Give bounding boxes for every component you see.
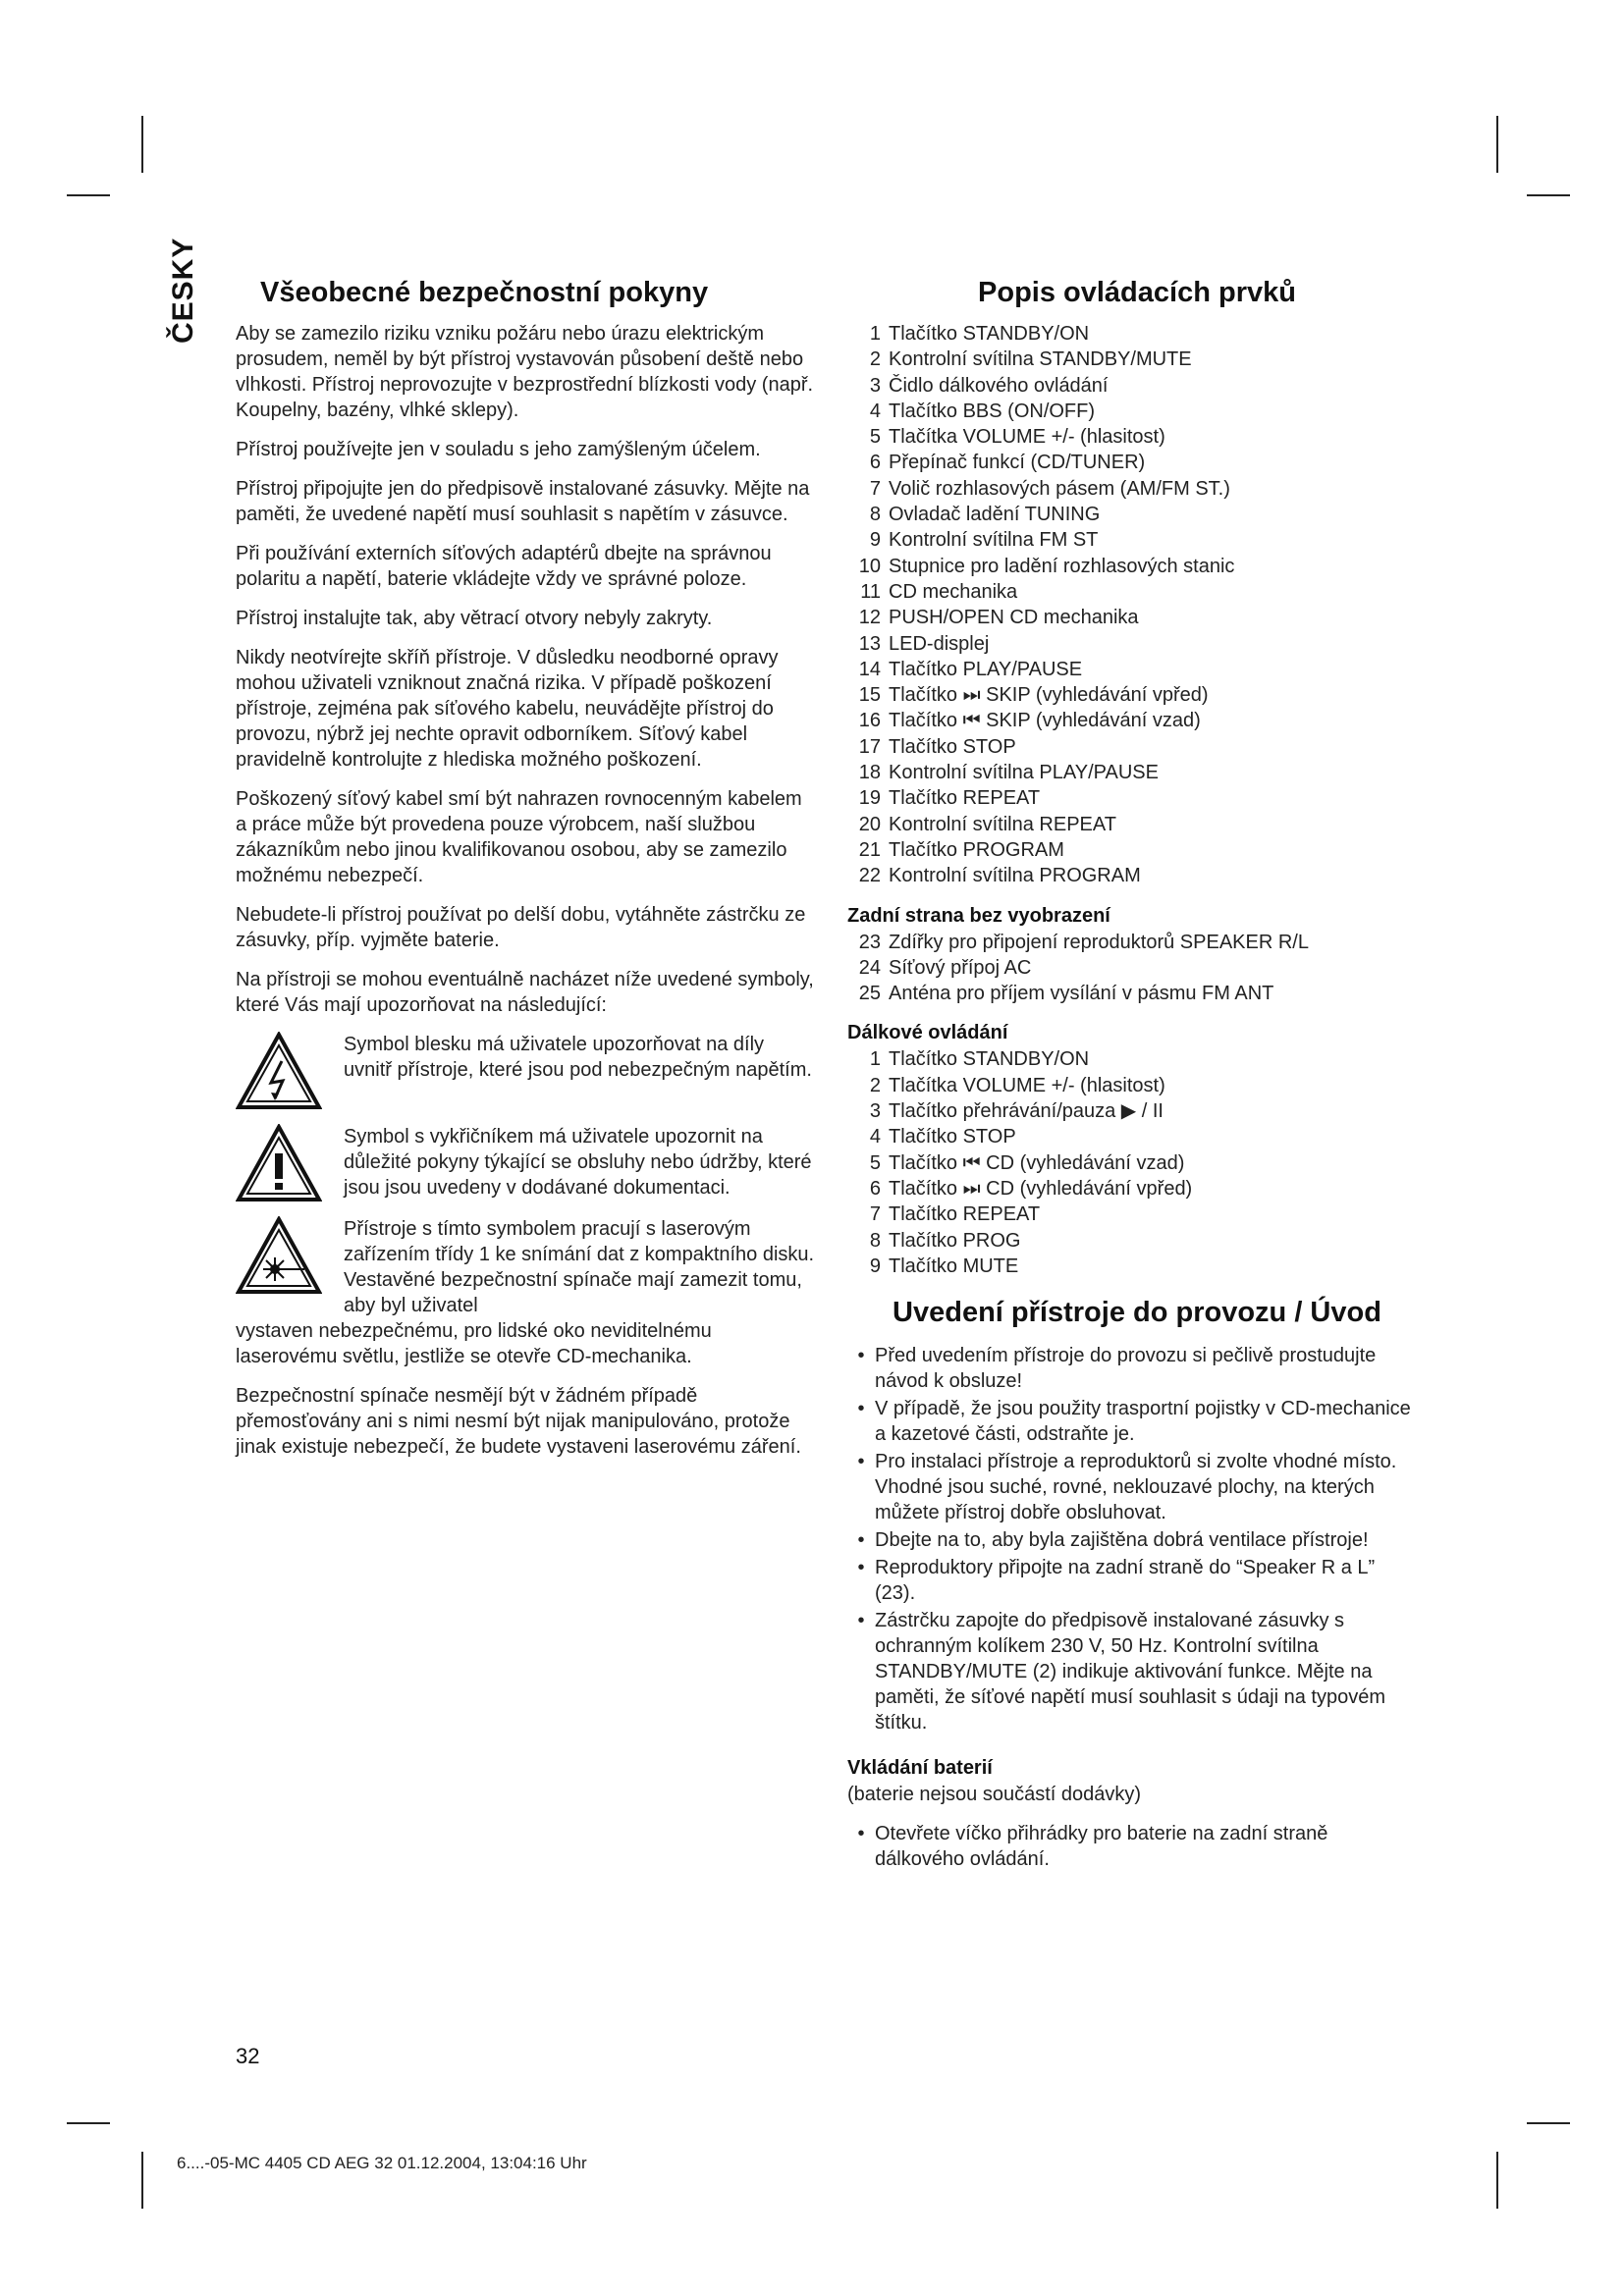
batteries-note: (baterie nejsou součástí dodávky) [847,1784,1142,1806]
list-item: 16 Tlačítko ⏮ SKIP (vyhledávání vzad) [858,710,1201,732]
crop-mark [1496,116,1498,173]
laser-warning-icon [236,1216,322,1295]
list-item: 10 Stupnice pro ladění rozhlasových stanic [858,555,1235,577]
list-item: 20 Kontrolní svítilna REPEAT [858,813,1116,835]
safety-title: Všeobecné bezpečnostní pokyny [260,277,709,308]
list-item: 21 Tlačítko PROGRAM [858,838,1064,861]
list-item: • Reproduktory připojte na zadní straně do “Speaker R a L” (23). [857,1557,1376,1605]
list-item: 5 Tlačítko ⏮ CD (vyhledávání vzad) [869,1151,1185,1174]
paragraph: Přístroj používejte jen v souladu s jeho zamýšleným účelem. [236,439,761,460]
symbol-exclamation [236,1124,815,1206]
language-label: ČESKY [167,237,199,344]
list-item: 7 Volič rozhlasových pásem (AM/FM ST.) [869,477,1230,500]
safety-column [236,277,815,1473]
list-item: 6 Tlačítko ⏭ CD (vyhledávání vpřed) [869,1177,1193,1200]
paragraph: Přístroj připojujte jen do předpisově instalované zásuvky. Mějte na paměti, že uvedené napětí musí souhlasit s napětím v zásuvce. [236,478,810,525]
list-item: 3 Čidlo dálkového ovládání [869,374,1109,397]
batteries-title: Vkládání baterií [847,1757,993,1780]
list-item: 8 Ovladač ladění TUNING [869,504,1101,526]
symbol-lightning-text: Symbol blesku má uživatele upozorňovat na díly uvnitř přístroje, které jsou pod nebezpečným napětím. [344,1034,812,1081]
symbol-exclamation-text: Symbol s vykřičníkem má uživatele upozornit na důležité pokyny týkající se obsluhy nebo údržby, které jsou jsou uvedeny v dodávané dokumentaci. [344,1126,812,1199]
list-item: 24 Síťový přípoj AC [858,956,1032,979]
list-item: 5 Tlačítka VOLUME +/- (hlasitost) [869,426,1165,449]
list-item: • Pro instalaci přístroje a reproduktorů si zvolte vhodné místo. Vhodné jsou suché, rovné, neklouzavé plochy, na kterých můžete přístroj dobře obsluhovat. [857,1451,1397,1524]
controls-column [847,277,1427,1886]
page-number: 32 [236,2044,260,2068]
controls-list [847,321,1427,889]
rear-panel-title: Zadní strana bez vyobrazení [847,904,1110,927]
list-item: • Dbejte na to, aby byla zajištěna dobrá ventilace přístroje! [857,1529,1369,1552]
list-item: 1 Tlačítko STANDBY/ON [869,1048,1090,1071]
exclamation-warning-icon [236,1124,322,1202]
crop-mark [67,2122,110,2124]
lightning-warning-icon [236,1032,322,1110]
list-item: 3 Tlačítko přehrávání/pauza ▶ / II [869,1100,1164,1123]
crop-mark [1496,2152,1498,2209]
list-item: 15 Tlačítko ⏭ SKIP (vyhledávání vpřed) [858,684,1209,707]
paragraph: Poškozený síťový kabel smí být nahrazen rovnocenným kabelem a práce může být provedena pouze výrobcem, naší službou zákazníkům nebo jinou kvalifikovanou osobou, aby se zamezilo možnému nebezpečí. [236,788,802,886]
print-footer: 6....-05-MC 4405 CD AEG 32 01.12.2004, 13:04:16 Uhr [177,2154,587,2172]
list-item: 4 Tlačítko STOP [869,1126,1016,1148]
symbol-lightning [236,1032,815,1114]
paragraph: Nikdy neotvírejte skříň přístroje. V důsledku neodborné opravy mohou uživateli vzniknout značná rizika. V případě poškození přístroje, zejména pak síťového kabelu, neuvádějte přístroj do provozu, nýbrž jej nechte opravit odborníkem. Síťový kabel pravidelně kontrolujte z hlediska možného poškození. [236,647,779,771]
symbol-laser [236,1216,815,1369]
paragraph: Na přístroji se mohou eventuálně nacházet níže uvedené symboly, které Vás mají upozorňovat na následující: [236,969,814,1016]
rear-panel-list [847,930,1427,1007]
list-item: • Zástrčku zapojte do předpisově instalované zásuvky s ochranným kolíkem 230 V, 50 Hz. Kontrolní svítilna STANDBY/MUTE (2) indikuje aktivování funkce. Mějte na paměti, že síťové napětí musí souhlasit s údaji na typovém štítku. [857,1610,1385,1735]
list-item: 9 Kontrolní svítilna FM ST [869,529,1099,552]
list-item: 8 Tlačítko PROG [869,1229,1021,1252]
paragraph: Při používání externích síťových adaptérů dbejte na správnou polaritu a napětí, baterie vkládejte vždy ve správné poloze. [236,543,772,590]
paragraph: Bezpečnostní spínače nesmějí být v žádném případě přemosťovány ani s nimi nesmí být nijak manipulováno, protože jinak existuje nebezpečí, že budete vystaveni laserovému záření. [236,1385,801,1458]
list-item: 14 Tlačítko PLAY/PAUSE [858,658,1083,680]
list-item: 4 Tlačítko BBS (ON/OFF) [869,400,1096,422]
list-item: • V případě, že jsou použity trasportní pojistky v CD-mechanice a kazetové části, odstraňte je. [857,1398,1411,1446]
list-item: 12 PUSH/OPEN CD mechanika [858,607,1139,629]
list-item: 7 Tlačítko REPEAT [869,1203,1041,1226]
list-item: • Otevřete víčko přihrádky pro baterie na zadní straně dálkového ovládání. [857,1823,1328,1871]
crop-mark [1527,2122,1570,2124]
crop-mark [141,116,143,173]
list-item: 13 LED-displej [858,632,990,655]
list-item: 2 Kontrolní svítilna STANDBY/MUTE [869,348,1192,371]
remote-control-title: Dálkové ovládání [847,1022,1008,1044]
list-item: 11 CD mechanika [860,580,1018,603]
list-item: 25 Anténa pro příjem vysílání v pásmu FM ANT [858,983,1274,1005]
symbol-laser-text-continued: vystaven nebezpečnému, pro lidské oko neviditelnému laserovému světlu, jestliže se otevře CD-mechanika. [236,1320,712,1367]
list-item: 22 Kontrolní svítilna PROGRAM [858,865,1141,887]
startup-list [847,1343,1427,1735]
remote-control-list [847,1046,1427,1279]
paragraph: Nebudete-li přístroj používat po delší dobu, vytáhněte zástrčku ze zásuvky, příp. vyjměte baterie. [236,904,806,951]
symbol-laser-text: Přístroje s tímto symbolem pracují s laserovým zařízením třídy 1 ke snímání dat z kompaktního disku. Vestavěné bezpečnostní spínače mají zamezit tomu, aby byl uživatel [344,1218,815,1316]
list-item: 6 Přepínač funkcí (CD/TUNER) [869,452,1146,474]
batteries-list [847,1821,1427,1872]
list-item: 18 Kontrolní svítilna PLAY/PAUSE [858,762,1159,784]
list-item: 1 Tlačítko STANDBY/ON [869,323,1090,345]
paragraph: Aby se zamezilo riziku vzniku požáru nebo úrazu elektrickým prosudem, neměl by být přístroj vystavován působení deště nebo vlhkosti. Přístroj neprovozujte v bezprostřední blízkosti vody (např. Koupelny, bazény, vlhké sklepy). [236,323,814,421]
paragraph: Přístroj instalujte tak, aby větrací otvory nebyly zakryty. [236,608,713,629]
crop-mark [67,194,110,196]
crop-mark [1527,194,1570,196]
list-item: 19 Tlačítko REPEAT [858,787,1041,810]
controls-title: Popis ovládacích prvků [978,277,1296,308]
startup-title: Uvedení přístroje do provozu / Úvod [893,1297,1381,1329]
list-item: 17 Tlačítko STOP [858,735,1016,758]
list-item: 9 Tlačítko MUTE [869,1255,1019,1277]
list-item: 23 Zdířky pro připojení reproduktorů SPEAKER R/L [858,931,1309,953]
list-item: • Před uvedením přístroje do provozu si pečlivě prostudujte návod k obsluze! [857,1345,1377,1393]
list-item: 2 Tlačítka VOLUME +/- (hlasitost) [869,1074,1165,1096]
crop-mark [141,2152,143,2209]
